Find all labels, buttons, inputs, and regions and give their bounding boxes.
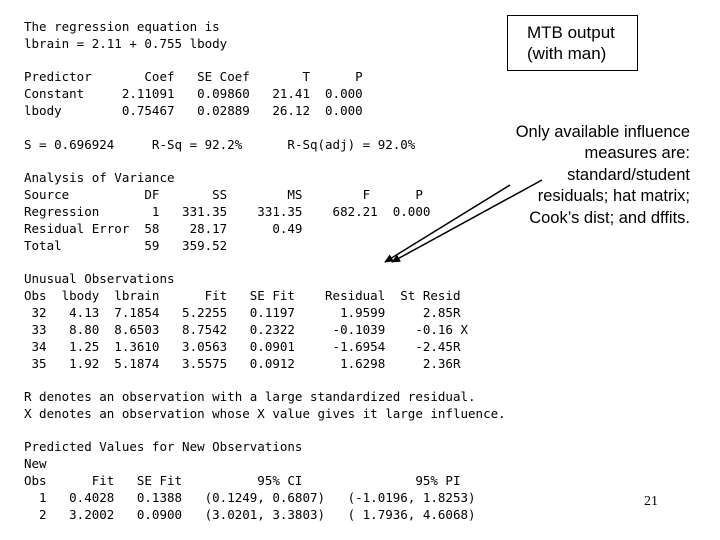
fit-statistics: S = 0.696924 R-Sq = 92.2% R-Sq(adj) = 92.0% <box>24 137 416 152</box>
coefficient-table: Predictor Coef SE Coef T P Constant 2.11091 0.09860 21.41 0.000 lbody 0.75467 0.02889 26.12 0.000 <box>24 69 363 118</box>
arrow-to-st-resid-column <box>392 180 542 262</box>
legend-notes: R denotes an observation with a large standardized residual. X denotes an observation whose X value gives it large influence. <box>24 389 506 421</box>
anova-table: Analysis of Variance Source DF SS MS F P Regression 1 331.35 331.35 682.21 0.000 Residual Error 58 28.17 0.49 Total 59 359.52 <box>24 170 431 253</box>
influence-annotation: Only available influence measures are: standard/student residuals; hat matrix; Cook’s dist; and dffits. <box>515 123 690 227</box>
unusual-observations-table: Unusual Observations Obs lbody lbrain Fit SE Fit Residual St Resid 32 4.13 7.1854 5.2255 0.1197 1.9599 2.85R 33 8.80 8.6503 8.7542 0.2322 -0.1039 -0.16 X 34 1.25 1.3610 3.0563 0.0901 -1.6954 -2.45R 35 1.92 5.1874 3.5575 0.0912 1.6298 2.36R <box>24 271 469 371</box>
callout-text: MTB output (with man) <box>527 23 615 63</box>
predicted-values-table: Predicted Values for New Observations New Obs Fit SE Fit 95% CI 95% PI 1 0.4028 0.1388 (0.1249, 0.6807) (-1.0196, 1.8253) 2 3.2002 0.0900 (3.0201, 3.3803) ( 1.7936, 4.6068) <box>24 439 476 522</box>
regression-equation: The regression equation is lbrain = 2.11 + 0.755 lbody <box>24 19 228 51</box>
arrow-to-ms-column <box>385 185 510 262</box>
page-number: 21 <box>644 494 658 509</box>
